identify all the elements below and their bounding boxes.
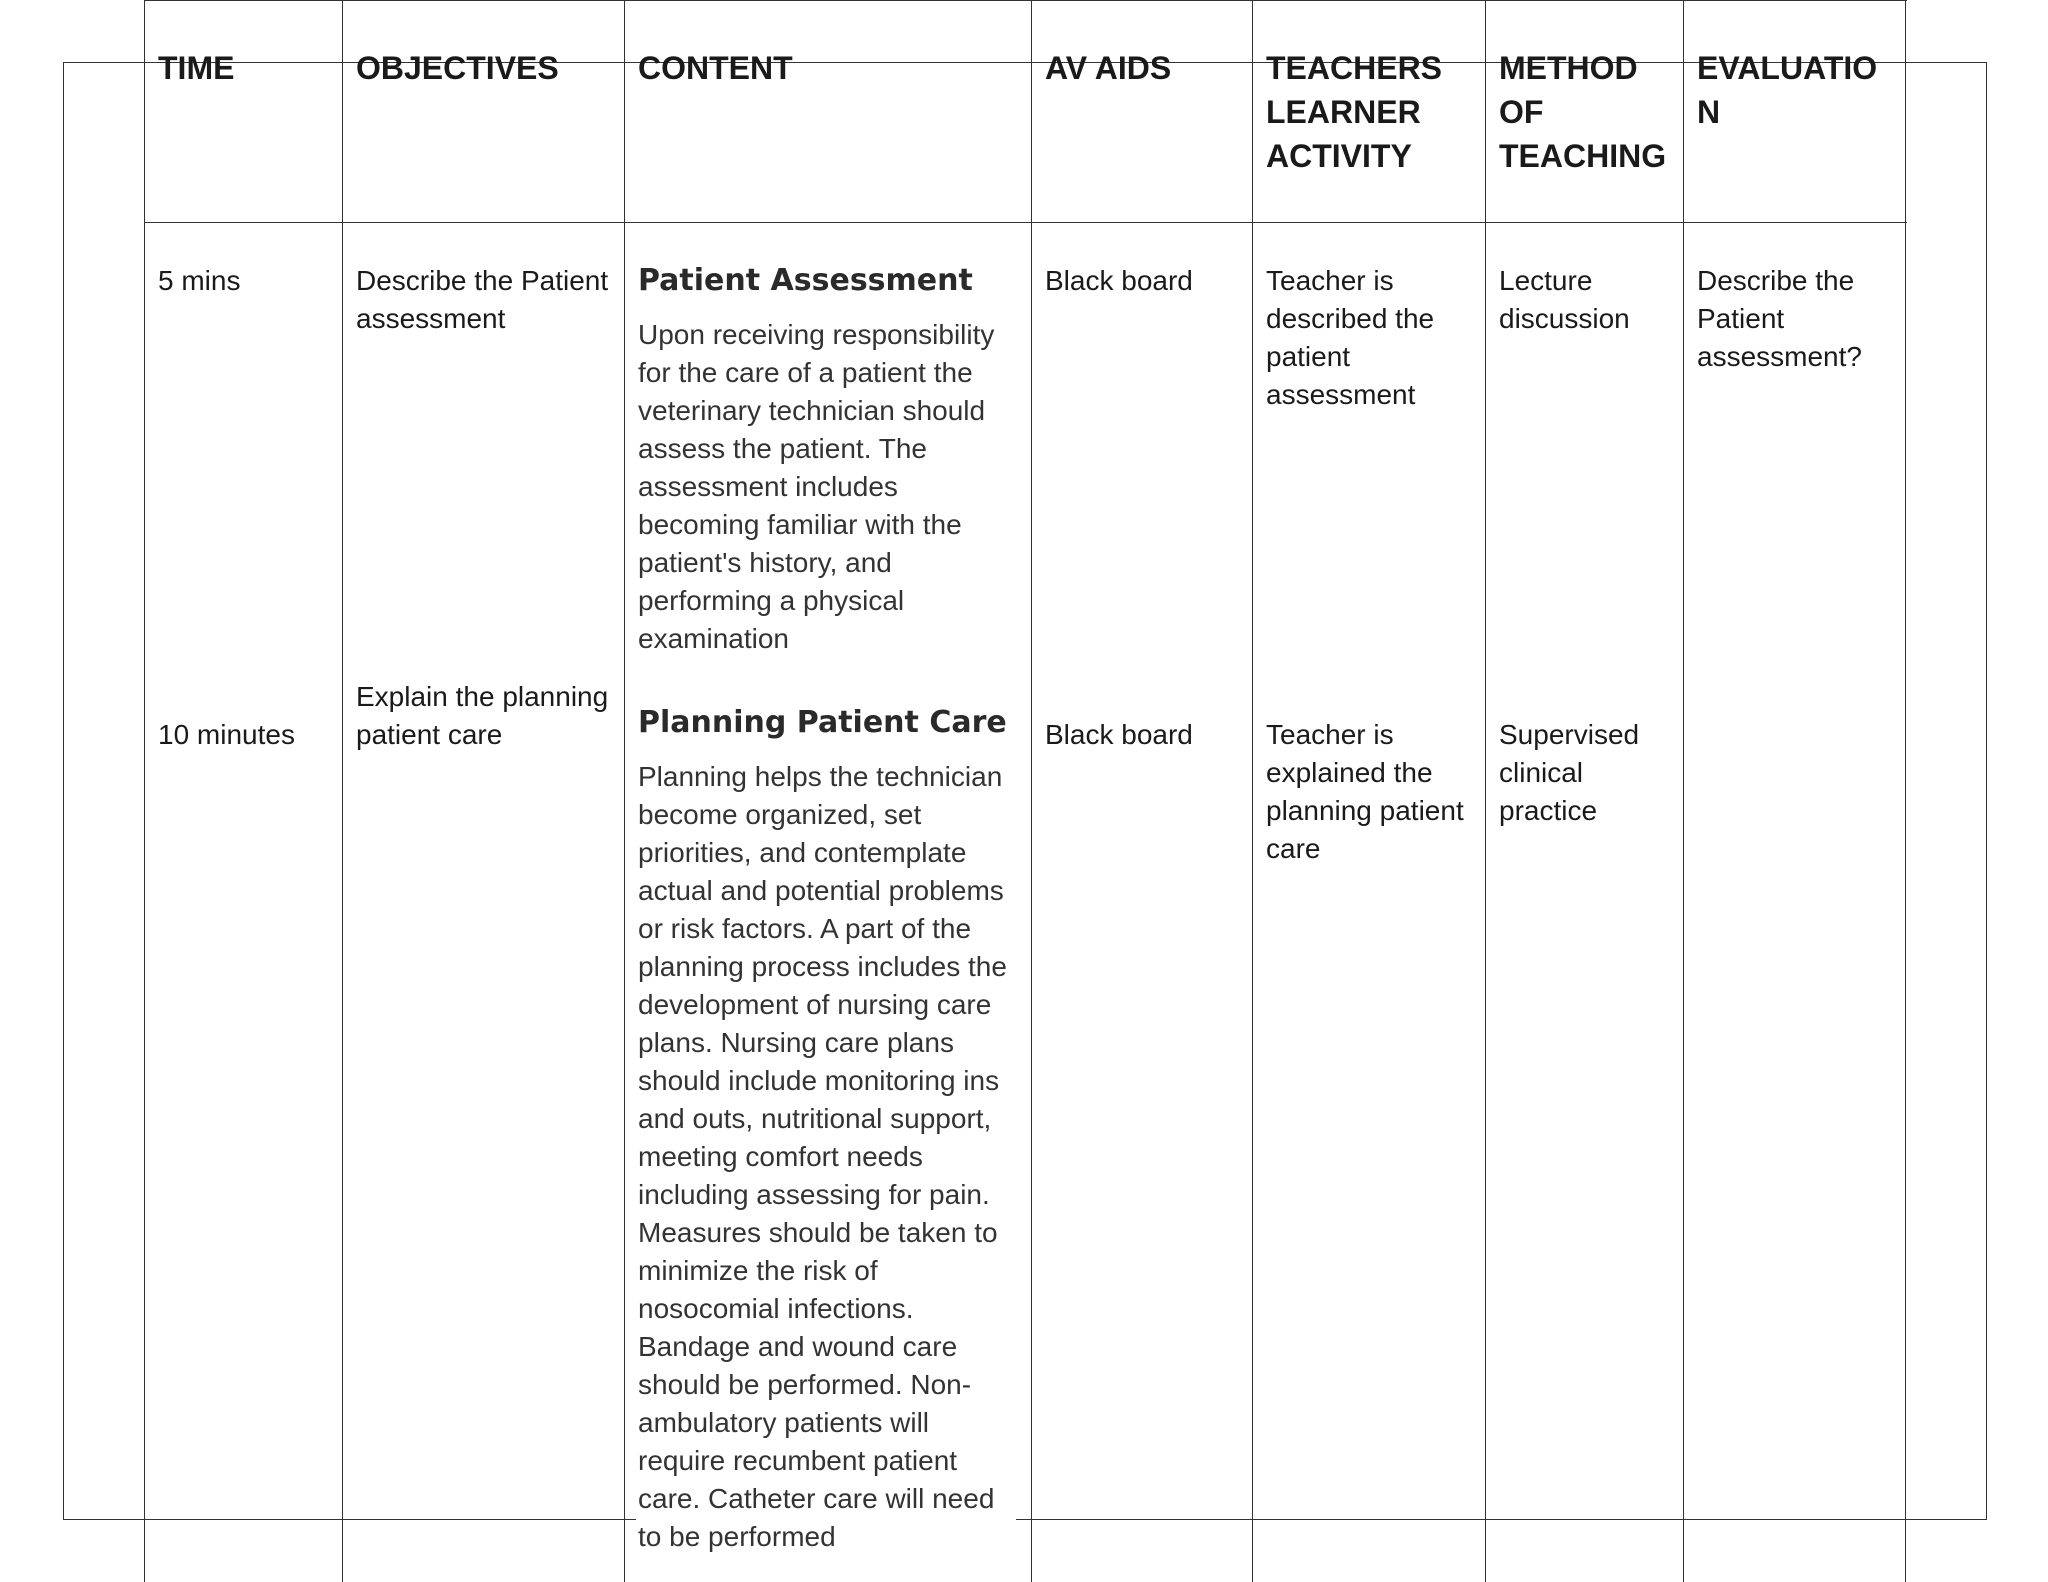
- header-method-of-teaching: METHOD OF TEACHING: [1499, 50, 1667, 174]
- header-time: TIME: [158, 50, 235, 86]
- row1-content: [624, 262, 1031, 658]
- row2-method: Supervised clinical practice: [1499, 719, 1640, 826]
- header-evaluation: EVALUATIO N: [1697, 50, 1878, 130]
- row1-activity: Teacher is described the patient assessment: [1266, 265, 1435, 410]
- row1-time: 5 mins: [158, 265, 241, 296]
- content-heading: Patient Assessment: [638, 263, 973, 298]
- column-line: [342, 0, 343, 1582]
- content-body: Upon receiving responsibility for the care of a patient the veterinary technician should assess the patient. The assessment includes becoming familiar with the patient's history, and performing a physical examination: [638, 319, 995, 654]
- column-line: [1905, 0, 1906, 1582]
- row-line: [144, 222, 1907, 223]
- column-line: [1683, 0, 1684, 1582]
- column-line: [144, 0, 145, 1582]
- header-content: CONTENT: [638, 50, 793, 86]
- row2-activity: Teacher is explained the planning patient care: [1266, 719, 1464, 864]
- row1-av-aids: Black board: [1045, 265, 1193, 296]
- header-av-aids: AV AIDS: [1045, 50, 1172, 86]
- row2-objective: Explain the planning patient care: [356, 681, 609, 750]
- row1-method: Lecture discussion: [1499, 265, 1630, 334]
- row2-time: 10 minutes: [158, 719, 295, 750]
- row-line: [144, 0, 1907, 1]
- header-objectives: OBJECTIVES: [356, 50, 559, 86]
- header-teachers-learner-activity: TEACHERS LEARNER ACTIVITY: [1266, 50, 1443, 174]
- row1-objective: Describe the Patient assessment: [356, 265, 609, 334]
- row2-av-aids: Black board: [1045, 719, 1193, 750]
- content-heading: Planning Patient Care: [638, 705, 1007, 740]
- column-line: [1031, 0, 1032, 1582]
- row2-content: [624, 704, 1031, 1556]
- content-body: Planning helps the technician become organized, set priorities, and contemplate actual and potential problems or risk factors. A part of the planning process includes the development of nursing care plans. Nursing care plans should include monitoring ins and outs, nutritional support, meeting comfort needs including assessing for pain. Measures should be taken to minimize the risk of nosocomial infections. Bandage and wound care should be performed. Non-ambulatory patients will require recumbent patient care. Catheter care will need to be performed: [638, 761, 1007, 1552]
- row1-evaluation: Describe the Patient assessment?: [1697, 265, 1862, 372]
